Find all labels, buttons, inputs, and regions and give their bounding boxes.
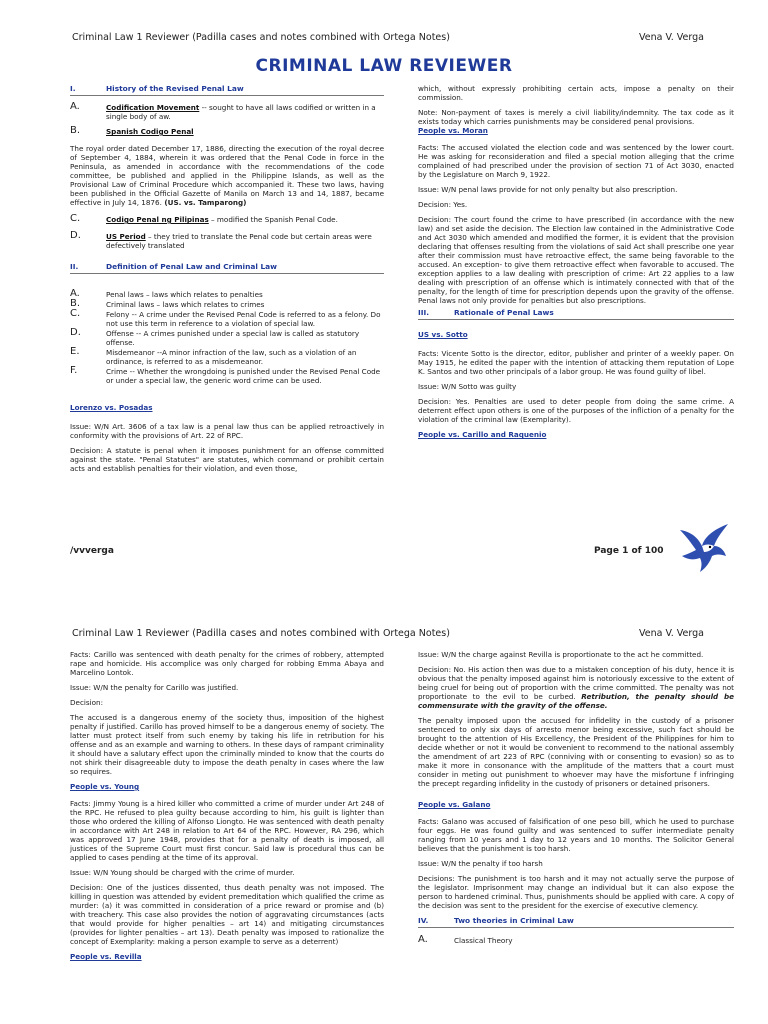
item-label: Codigo Penal ng Pilipinas — [106, 215, 209, 224]
list-item — [70, 103, 384, 121]
list-marker: D. — [70, 230, 81, 241]
definitions-list — [70, 290, 384, 385]
header-title: Criminal Law 1 Reviewer (Padilla cases and notes combined with Ortega Notes) — [72, 628, 450, 639]
list-marker: A. — [70, 101, 80, 112]
section-number: IV. — [418, 916, 429, 925]
item-text: Classical Theory — [454, 936, 513, 945]
running-header — [72, 628, 704, 644]
paragraph: which, without expressly prohibiting certain acts, impose a penalty on their commission. — [418, 84, 734, 102]
section-heading — [418, 916, 734, 928]
section-heading — [418, 308, 734, 320]
decision-emphasis: Retribution, the penalty should be commensurate with the gravity of the offense. — [418, 692, 734, 710]
case-facts: Facts: Vicente Sotto is the director, editor, publisher and printer of a weekly paper. On May 1915, he edited the paper with the intention of attacking them reputation of Lope K. Santos and two other principals of a labor group. He was found guilty of libel. — [418, 349, 734, 376]
section-number: II. — [70, 262, 79, 271]
case-issue: Issue: W/N Young should be charged with the crime of murder. — [70, 868, 295, 877]
list-item — [70, 290, 384, 299]
case-decision: Decision: One of the justices dissented, thus death penalty was not imposed. The killing in question was attended by evident premeditation which qualified the crime as murder: (a) it was committed in consideration of a price reward or promise and (b) with treachery. This case also provides the notion of aggravating circumstances (acts that would provide for higher penalties – art 14) and mitigating circumstances (provides for lighter penalties – art 13). Death penalty was imposed to rationalize the concept of Exemplarity: making a person example to serve as a deterrent) — [70, 883, 384, 946]
case-title: People vs. Moran — [418, 126, 488, 135]
section-title: History of the Revised Penal Law — [106, 84, 244, 93]
item-text: Criminal laws – laws which relates to crimes — [106, 300, 265, 309]
case-title: People vs. Carillo and Raquenio — [418, 430, 547, 439]
page-number: Page 1 of 100 — [594, 546, 664, 556]
section-title: Rationale of Penal Laws — [454, 308, 554, 317]
case-issue: Issue: W/N Sotto was guilty — [418, 382, 517, 391]
item-text: Offense -- A crimes punished under a special law is called as statutory offense. — [106, 329, 360, 347]
item-text: Penal laws – laws which relates to penalties — [106, 290, 263, 299]
running-header — [72, 32, 704, 48]
list-item — [418, 936, 734, 945]
item-label: Codification Movement — [106, 103, 200, 112]
item-text: – they tried to translate the Penal code but certain areas were defectively translated — [106, 232, 372, 250]
list-item — [70, 310, 384, 328]
header-author: Vena V. Verga — [639, 32, 704, 43]
list-marker: B. — [70, 125, 81, 136]
case-issue: Issue: W/N the charge against Revilla is proportionate to the act he committed. — [418, 650, 704, 659]
page-2 — [0, 620, 768, 1024]
section-number: I. — [70, 84, 76, 93]
item-text: Felony -- A crime under the Revised Penal Code is referred to as a felony. Do not use this term in reference to a violation of special law. — [106, 310, 381, 328]
note: Note: Non-payment of taxes is merely a civil liability/indemnity. The tax code as it exists today which carries punishments may be considered penal provisions. — [418, 108, 734, 126]
case-decision: Decision: The court found the crime to have prescribed (in accordance with the new law) and set aside the decision. The Election law contained in the Administrative Code and Act 3030 which amended and modified the former, it is evident that the provision declaring that offenses resulting from the violations of said Act shall prescribe one year after their commission must have retroactive effect, the same being favorable to the accused. An exception- to give them retroactive effect when favorable to accused. The exception applies to a law dealing with prescription of crime: Art 22 applies to a law dealing with prescription of an offense which is intimately connected with that of the penalty, for the length of time for prescription depends upon the gravity of the offense. Penal laws not only provide for penalties but also prescriptions. — [418, 215, 734, 305]
list-marker: D. — [70, 327, 81, 338]
case-decision: Decisions: The punishment is too harsh and it may not actually serve the purpose of the legislator. Imprisonment may change an individual but it can also expose the person to hardened criminal. Thus, punishments should be applied with care. A copy of the decision was sent to the president for the exercise of executive clemency. — [418, 874, 734, 910]
list-item — [70, 215, 384, 224]
case-title: People vs. Revilla — [70, 952, 142, 961]
list-marker: B. — [70, 298, 81, 309]
list-marker: C. — [70, 213, 81, 224]
section-heading — [70, 84, 384, 96]
list-marker: A. — [418, 934, 428, 945]
list-marker: E. — [70, 346, 80, 357]
item-text: Crime -- Whether the wrongdoing is punished under the Revised Penal Code or under a special law, the generic word crime can be used. — [106, 367, 381, 385]
document-title: CRIMINAL LAW REVIEWER — [255, 56, 513, 76]
item-label: Spanish Codigo Penal — [106, 127, 194, 136]
header-author: Vena V. Verga — [639, 628, 704, 639]
section-title: Two theories in Criminal Law — [454, 916, 574, 925]
decision-label: Decision: — [70, 698, 104, 707]
case-issue: Issue: W/N Art. 3606 of a tax law is a penal law thus can be applied retroactively in conformity with the provisions of Art. 22 of RPC. — [70, 422, 384, 440]
case-citation: (US. vs. Tamparong) — [161, 198, 247, 207]
case-title: US vs. Sotto — [418, 330, 468, 339]
section-heading — [70, 262, 384, 274]
page1-right-column — [418, 84, 734, 445]
case-decision: The accused is a dangerous enemy of the society thus, imposition of the highest penalty if justified. Carillo has proved himself to be a dangerous enemy of society. The latter must protect itself from such enemy by taking his life in retribution for his offense and as an example and warning to others. In these days of rampant criminality it should have a salutary effect upon the criminally minded to know that the courts do not shirk their disagreeable duty to impose the death penalty in cases where the law so requires. — [70, 713, 384, 776]
decision-text: Decision: No. His action then was due to a mistaken conception of his duty, hence it is obvious that the penalty imposed against him is notoriously excessive to the extent of being cruel for being out of proportion with the crime committed. The penalty was not proportionate to the evil to be curbed. — [418, 665, 734, 701]
list-marker: F. — [70, 365, 78, 376]
page2-left-column — [70, 650, 384, 967]
list-item — [70, 127, 384, 136]
case-decision — [418, 665, 734, 710]
paragraph-text: The royal order dated December 17, 1886, directing the execution of the royal decree of September 4, 1884, wherein it was ordered that the Penal Code in force in the Peninsula, as amended in accordance with the recommendations of the code committee, be published and applied in the Philippine Islands, as well as the Provisional Law of Criminal Procedure which accompanied it. These two laws, having been published in the Official Gazette of Manila on March 13 and 14, 1887, became effective in July 14, 1876. — [70, 144, 384, 207]
case-title: People vs. Young — [70, 782, 140, 791]
footer-author-tag: /vvverga — [70, 546, 114, 556]
case-issue: Issue: W/N the penalty for Carillo was justified. — [70, 683, 239, 692]
list-item — [70, 300, 384, 309]
page2-right-column — [418, 650, 734, 949]
case-decision-short: Decision: Yes. — [418, 200, 468, 209]
case-title: Lorenzo vs. Posadas — [70, 403, 153, 412]
case-facts: Facts: Jimmy Young is a hired killer who committed a crime of murder under Art 248 of the RPC. He refused to plea guilty because according to him, his guilt is lighter than those who ordered the killing of Alfonso Liongto. He was sentenced with death penalty in accordance with Art 248 in relation to Art 64 of the RPC. However, RA 296, which was approved 17 June 1948, provides that for a penalty of death is imposed, all justices of the Supreme Court must first concur. Said law is procedural thus can be applied to cases pending at the time of its approval. — [70, 799, 384, 862]
list-marker: C. — [70, 308, 81, 319]
paragraph: The penalty imposed upon the accused for infidelity in the custody of a prisoner sentenced to only six days of arresto menor being excessive, such fact should be brought to the attention of His Excellency, the President of the Philippines for him to decide whether or not it would be convenient to recommend to the national assembly the amendment of art 223 of RPC (conniving with or consenting to evasion) so as to make it more in consonance with the amplitude of the matters that a court must consider in meting out punishment to whoever may have the misfortune f infringing the precept regarding infidelity in the custody of prisoners or detained prisoners. — [418, 716, 734, 788]
page1-left-column — [70, 84, 384, 479]
paragraph — [70, 144, 384, 207]
case-facts: Facts: Galano was accused of falsification of one peso bill, which he used to purchase four eggs. He was found guilty and was sentenced to suffer intermediate penalty ranging from 10 years and 1 day to 12 years and 10 months. The Solicitor General believes that the punishment is too harsh. — [418, 817, 734, 853]
item-text: – modified the Spanish Penal Code. — [208, 215, 338, 224]
list-item — [70, 329, 384, 347]
case-issue: Issue: W/N penal laws provide for not only penalty but also prescription. — [418, 185, 678, 194]
case-decision: Decision: Yes. Penalties are used to deter people from doing the same crime. A deterrent effect upon others is one of the purposes of the infliction of a penalty for the violation of the criminal law (Exemplarity). — [418, 397, 734, 424]
case-title: People vs. Galano — [418, 800, 491, 809]
section-title: Definition of Penal Law and Criminal Law — [106, 262, 277, 271]
list-item — [70, 348, 384, 366]
list-item — [70, 367, 384, 385]
case-issue: Issue: W/N the penalty if too harsh — [418, 859, 543, 868]
case-facts: Facts: The accused violated the election code and was sentenced by the lower court. He was asking for reconsideration and filed a special motion alleging that the crime complained of had prescribed under the provision of section 71 of Act 3030, enacted by the Legislature on March 9, 1922. — [418, 143, 734, 179]
list-item — [70, 232, 384, 250]
item-text: -- sought to have all laws codified or written in a single body of aw. — [106, 103, 376, 121]
case-decision: Decision: A statute is penal when it imposes punishment for an offense committed against the state. "Penal Statutes" are statutes, which command or prohibit certain acts and establish penalties for their violation, and even those, — [70, 446, 384, 473]
section-number: III. — [418, 308, 430, 317]
eagle-logo-icon — [674, 516, 734, 576]
case-facts: Facts: Carillo was sentenced with death penalty for the crimes of robbery, attempted rape and homicide. His accomplice was only charged for robbing Emma Abaya and Marcelino Lontok. — [70, 650, 384, 677]
item-text: Misdemeanor --A minor infraction of the law, such as a violation of an ordinance, is referred to as a misdemeanor. — [106, 348, 357, 366]
item-label: US Period — [106, 232, 146, 241]
list-marker: A. — [70, 288, 80, 299]
header-title: Criminal Law 1 Reviewer (Padilla cases and notes combined with Ortega Notes) — [72, 32, 450, 43]
